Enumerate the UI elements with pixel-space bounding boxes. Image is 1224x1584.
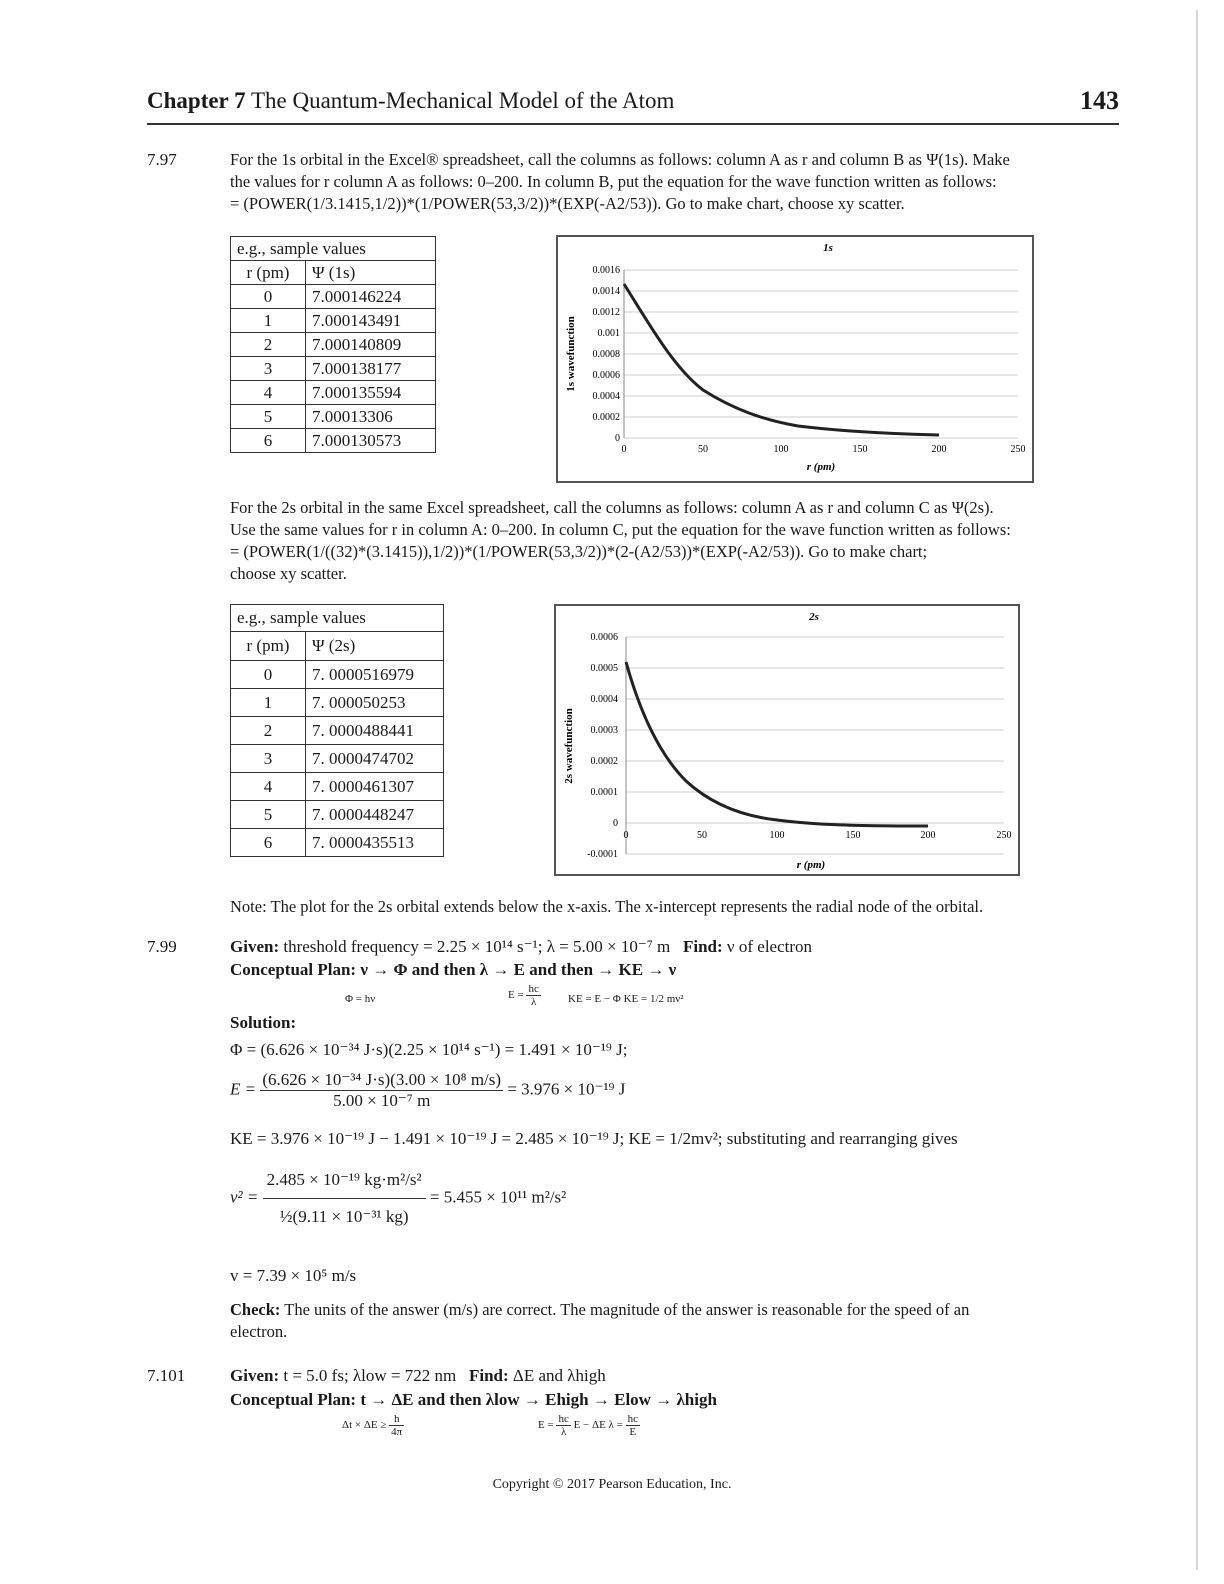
relation-uncertainty: Δt × ΔE ≥ $\frac{h}{4\pi}$ bbox=[342, 1413, 403, 1438]
check-text: Check: The units of the answer (m/s) are correct. The magnitude of the answer is reasonable for the speed of an electron. bbox=[230, 1300, 970, 1341]
column-header: r (pm) bbox=[231, 261, 306, 285]
relation-e: E = $\frac{hc}{\lambda}$ bbox=[508, 983, 539, 1008]
svg-text:-0.0001: -0.0001 bbox=[587, 849, 618, 860]
ke-equation: KE = 3.976 × 10⁻¹⁹ J − 1.491 × 10⁻¹⁹ J = 2.485 × 10⁻¹⁹ J; KE = 1/2mv²; substituting and rearranging gives bbox=[230, 1129, 958, 1148]
table-row: 5 7. 0000448247 bbox=[231, 801, 444, 829]
x-tick-labels bbox=[624, 830, 1012, 841]
x-tick-labels bbox=[622, 444, 1026, 455]
chart-2s-svg bbox=[556, 606, 1018, 874]
svg-text:100: 100 bbox=[769, 830, 785, 841]
table-row: 4 7. 0000461307 bbox=[231, 773, 444, 801]
sample-table-2s bbox=[230, 604, 444, 857]
table-row: 3 7. 0000474702 bbox=[231, 745, 444, 773]
svg-text:0.0006: 0.0006 bbox=[590, 632, 618, 643]
svg-text:0.0014: 0.0014 bbox=[592, 286, 620, 297]
data-curve-1s bbox=[624, 284, 939, 435]
scan-edge bbox=[1196, 10, 1198, 1570]
table-row: 2 7. 0000488441 bbox=[231, 717, 444, 745]
problem-number: 7.101 bbox=[147, 1366, 186, 1385]
svg-text:0.0016: 0.0016 bbox=[592, 265, 620, 276]
svg-text:0.0005: 0.0005 bbox=[590, 663, 618, 674]
svg-text:50: 50 bbox=[697, 830, 707, 841]
phi-equation: Φ = (6.626 × 10⁻³⁴ J·s)(2.25 × 10¹⁴ s⁻¹) = 1.491 × 10⁻¹⁹ J; bbox=[230, 1040, 628, 1059]
problem-797-intro bbox=[230, 149, 1122, 215]
svg-text:0.0002: 0.0002 bbox=[592, 412, 620, 423]
svg-text:50: 50 bbox=[698, 444, 708, 455]
plan-line: Conceptual Plan: t → ΔE and then λlow → Ehigh → Elow → λhigh bbox=[230, 1390, 717, 1409]
svg-text:200: 200 bbox=[931, 444, 947, 455]
header-rule bbox=[147, 123, 1119, 125]
energy-equation: E = $\frac{\text{(6.626 × 10⁻³⁴ J·s)(3.00 × 10⁸ m/s)}}{\text{5.00 × 10⁻⁷ m}}$ = 3.976 × 10⁻¹⁹ J bbox=[230, 1070, 626, 1110]
table-row: 1 7. 000050253 bbox=[231, 689, 444, 717]
note-2s: Note: The plot for the 2s orbital extends below the x-axis. The x-intercept represents the radial node of the orbital. bbox=[230, 897, 984, 916]
text-line: For the 1s orbital in the Excel® spreadsheet, call the columns as follows: column A as r and column B as Ψ(1s). Make bbox=[230, 150, 1010, 169]
text-line: For the 2s orbital in the same Excel spreadsheet, call the columns as follows: column A as r and column C as Ψ(2s). bbox=[230, 498, 994, 517]
chart-2s bbox=[554, 604, 1020, 876]
column-header: r (pm) bbox=[231, 632, 306, 661]
svg-text:0.0006: 0.0006 bbox=[592, 370, 620, 381]
svg-text:0.0002: 0.0002 bbox=[590, 756, 618, 767]
chart-title: 2s bbox=[809, 611, 819, 623]
svg-text:150: 150 bbox=[852, 444, 868, 455]
svg-text:0.0008: 0.0008 bbox=[592, 349, 620, 360]
y-axis-label: 1s wavefunction bbox=[565, 316, 577, 392]
svg-text:250: 250 bbox=[1010, 444, 1026, 455]
table-row: 0 7. 0000516979 bbox=[231, 661, 444, 689]
table-row: 4 7.000135594 bbox=[231, 381, 436, 405]
relation-energy: E = $\frac{hc}{\lambda}$ E − ΔE λ = $\frac{hc}{E}$ bbox=[538, 1413, 638, 1438]
page-header bbox=[147, 86, 1119, 120]
text-line: Use the same values for r in column A: 0–200. In column C, put the equation for the wave function written as follows: bbox=[230, 520, 1011, 539]
page-number: 143 bbox=[1080, 86, 1119, 115]
data-curve-2s bbox=[626, 662, 928, 826]
problem-number: 7.97 bbox=[147, 150, 177, 169]
table-caption: e.g., sample values bbox=[231, 605, 444, 632]
column-header: Ψ (1s) bbox=[306, 261, 436, 285]
svg-text:0.0004: 0.0004 bbox=[592, 391, 620, 402]
y-tick-labels bbox=[587, 632, 618, 860]
chart-title: 1s bbox=[823, 242, 833, 254]
x-axis-label: r (pm) bbox=[806, 461, 836, 473]
solution-label: Solution: bbox=[230, 1013, 297, 1032]
column-header: Ψ (2s) bbox=[306, 632, 444, 661]
svg-text:0: 0 bbox=[623, 830, 629, 841]
table-caption: e.g., sample values bbox=[231, 237, 436, 261]
table-row: 0 7.000146224 bbox=[231, 285, 436, 309]
velocity-result: v = 7.39 × 10⁵ m/s bbox=[230, 1266, 357, 1285]
svg-text:0: 0 bbox=[613, 818, 618, 829]
gridlines bbox=[624, 270, 1018, 438]
chapter-name: The Quantum-Mechanical Model of the Atom bbox=[250, 88, 675, 113]
given-line: Given: threshold frequency = 2.25 × 10¹⁴ s⁻¹; λ = 5.00 × 10⁻⁷ m Find: ν of electron bbox=[230, 937, 813, 956]
svg-text:0: 0 bbox=[621, 444, 627, 455]
svg-text:100: 100 bbox=[773, 444, 789, 455]
given-line: Given: t = 5.0 fs; λlow = 722 nm Find: ΔE and λhigh bbox=[230, 1366, 606, 1385]
table-row: 1 7.000143491 bbox=[231, 309, 436, 333]
svg-text:150: 150 bbox=[845, 830, 861, 841]
svg-text:0.0001: 0.0001 bbox=[590, 787, 618, 798]
y-tick-labels bbox=[593, 265, 621, 444]
table-row: 5 7.00013306 bbox=[231, 405, 436, 429]
svg-text:0.001: 0.001 bbox=[597, 328, 620, 339]
chapter-title bbox=[147, 88, 674, 114]
chart-1s-svg bbox=[558, 237, 1032, 481]
svg-text:250: 250 bbox=[996, 830, 1012, 841]
sample-table-1s bbox=[230, 236, 436, 453]
y-axis-label: 2s wavefunction bbox=[563, 708, 575, 784]
svg-text:200: 200 bbox=[920, 830, 936, 841]
relation-phi: Φ = hν bbox=[345, 993, 376, 1005]
table-row: 6 7.000130573 bbox=[231, 429, 436, 453]
gridlines bbox=[623, 637, 1004, 854]
copyright-footer: Copyright © 2017 Pearson Education, Inc. bbox=[492, 1477, 732, 1492]
table-row: 6 7. 0000435513 bbox=[231, 829, 444, 857]
x-axis-label: r (pm) bbox=[796, 859, 826, 871]
svg-text:0: 0 bbox=[615, 433, 620, 444]
table-row: 3 7.000138177 bbox=[231, 357, 436, 381]
table-row: 2 7.000140809 bbox=[231, 333, 436, 357]
problem-797-2s-text bbox=[230, 497, 1122, 585]
svg-text:0.0004: 0.0004 bbox=[590, 694, 618, 705]
chart-1s bbox=[556, 235, 1034, 483]
chapter-label: Chapter 7 bbox=[147, 88, 246, 113]
text-line: choose xy scatter. bbox=[230, 564, 347, 583]
v-squared-equation: v² = $\frac{\text{2.485 × 10⁻¹⁹ kg·m²/s²}}{\text{½(9.11 × 10⁻³¹ kg)}}$ = 5.455 × 10¹¹ m²/s² bbox=[230, 1162, 566, 1235]
plan-line: Conceptual Plan: ν → Φ and then λ → E and then → KE → ν bbox=[230, 960, 677, 979]
problem-number: 7.99 bbox=[147, 937, 177, 956]
text-line: the values for r column A as follows: 0–200. In column B, put the equation for the wave function written as follows: bbox=[230, 172, 997, 191]
relation-ke: KE = E − Φ KE = 1/2 mν² bbox=[568, 993, 684, 1005]
svg-text:0.0012: 0.0012 bbox=[592, 307, 620, 318]
text-line: = (POWER(1/3.1415,1/2))*(1/POWER(53,3/2))*(EXP(-A2/53)). Go to make chart, choose xy scatter. bbox=[230, 194, 905, 213]
svg-text:0.0003: 0.0003 bbox=[590, 725, 618, 736]
text-line: = (POWER(1/((32)*(3.1415)),1/2))*(1/POWER(53,3/2))*(2-(A2/53))*(EXP(-A2/53)). Go to make chart; bbox=[230, 542, 928, 561]
